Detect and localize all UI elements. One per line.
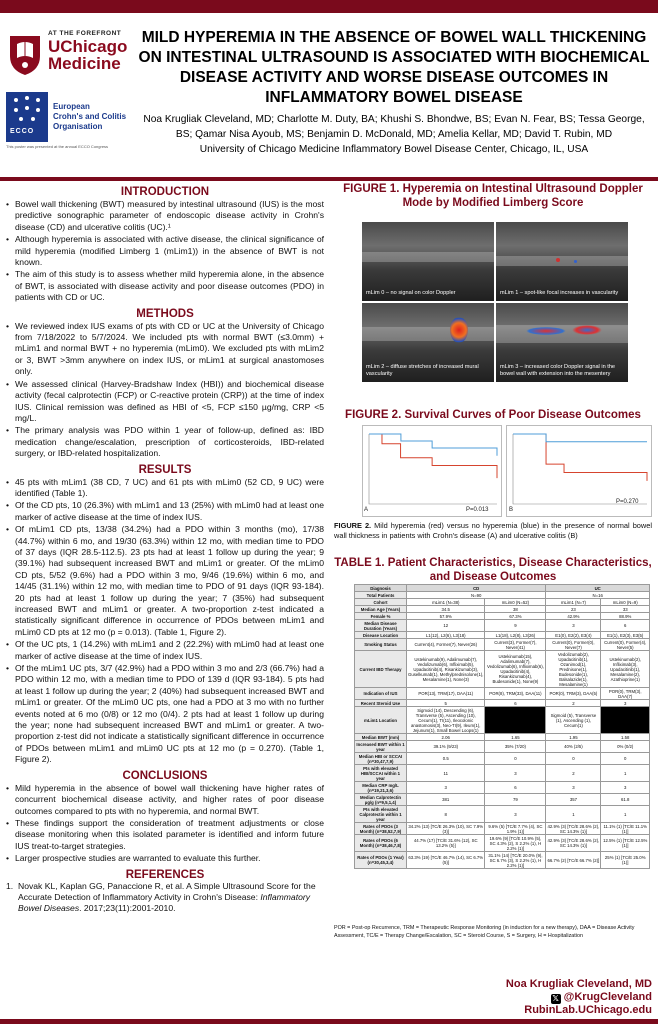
figure2-caption-text: Mild hyperemia (red) versus no hyperemia (blue) in the presence of normal bowel wall thickness in patients with Crohn's disease (A) and ulcerative colitis (B) xyxy=(334,521,653,540)
table-cell: Ustekinumab(2), Infliximab(3), Upadacitinib(1), Mesalamine(2), Azathioprine(1) xyxy=(601,651,650,688)
table-cell: 2 xyxy=(546,765,601,782)
table-cell: 12 xyxy=(407,620,485,632)
table-row-label: Median HBI or SCCAI (n=30,47,7,9) xyxy=(355,753,407,765)
introduction-heading: INTRODUCTION xyxy=(120,186,210,198)
series-line-mlim0 xyxy=(513,434,647,442)
table-cell: 0 xyxy=(601,753,650,765)
affiliation: University of Chicago Medicine Inflammatory Bowel Disease Center, Chicago, IL, USA xyxy=(199,144,589,155)
table-row xyxy=(355,852,650,869)
table-cell: Vedolizumab(2), Upadacitinib(1), Ozanimod(1), Prednisone(1), Budesonide(1), Balsalazide(1), Mesalamine(1) xyxy=(546,651,601,688)
table-row xyxy=(355,620,650,632)
survival-chart-a xyxy=(363,426,503,518)
ecco-logo xyxy=(6,92,134,152)
table1 xyxy=(354,584,650,869)
table-row xyxy=(355,599,650,606)
table-row-label: Indication of IUS xyxy=(355,688,407,700)
table-cell: 1 xyxy=(546,806,601,823)
ecco-name xyxy=(53,102,126,132)
table-row-label: Median Age (Years) xyxy=(355,606,407,613)
results-bullet: • Of mLim1 CD pts, 13/38 (34.2%) had a PDO within 3 months (mo), 17/38 (44.7%) within 6 mo, and 19/30 (63.3%) within 12 mo, with median time to PDO of 37 days (IQR 28.5-112.5). 23 pts had at least 1 follow up during the year; 9 (39.1%) had subsequent increased BWT and mLim1 or greater. Of the mLim0 CD pts, 5/52 (9.6%) had a PDO within 3 mo, 9/46 (19.6%) within 6 mo, and 14/45 (31.1%) within 12 mo, with median time to PDO of 91 days (IQR 93-184). 20 pts had at least 1 follow up during the year; 7 (35%) had subsequent increased BWT and mLim1 or greater. A two-proportion z-test indicated a statistically significant difference in occurrence of PDOs between mLim1 and mLim0 CD pts at 12 mo (p = 0.013). (Table 1, Figure 2). xyxy=(6,524,324,638)
conclusions-bullet: • These findings support the consideration of treatment adjustments or close disease monitoring when this isolated parameter is identified and inform future IUS treat-to-target strategies. xyxy=(6,818,324,852)
table-row-label: Increased BWT within 1 year xyxy=(356,741,405,752)
table-cell: 33 xyxy=(601,606,650,613)
table-cell: 3 xyxy=(546,782,601,794)
ecco-line1: European xyxy=(53,102,90,111)
results-bullet: • Of the UC pts, 1 (14.2%) with mLim1 and 2 (22.2%) with mLim0 had at least one marker of active disease at the time of index IUS. xyxy=(6,639,324,662)
table-cell: E1(0), E2(2), E3(4) xyxy=(546,632,601,639)
table-cell: mLim1 (N=7) xyxy=(546,599,601,606)
table-cell: POR(13), TRM(17), DAA(11) xyxy=(407,688,485,700)
table-cell: Current(0), Former(0), Never(7) xyxy=(546,639,601,651)
table-row-label: Disease Location xyxy=(355,632,407,639)
table-cell: 79 xyxy=(485,794,546,806)
table-cell: 1.95 xyxy=(546,734,601,741)
table-cell: 3 xyxy=(407,782,485,794)
ultrasound-panel-mlim1 xyxy=(496,222,628,301)
panel-caption: mLim 2 – diffuse stretches of increased mural vascularity xyxy=(366,364,479,377)
table-cell: 9.6% (5) [TC/E 7.7% (4), SC 1.9% (1)] xyxy=(485,823,546,835)
intro-bullet: • The aim of this study is to assess whether mild hyperemia alone, in the absence of BWT, is associated with disease activity and poor disease outcomes (PDO) in patients with CD or UC. xyxy=(6,269,324,303)
ecco-note: This poster was presented at the annual ECCO Congress xyxy=(6,144,109,149)
author-list: Noa Krugliak Cleveland, MD; Charlotte M. Duty, BA; Khushi S. Bhondwe, BS; Evan N. Fear, BS; Tessa George, BS; Qamar Nisa Ayoub, MS; Benjamin D. McDonald, MD; Amelia Kellar, MD; David T. Rubin, MD xyxy=(143,114,645,140)
x-logo-icon: 𝕏 xyxy=(552,994,559,1003)
ecco-line3: Organisation xyxy=(53,122,103,131)
table-row xyxy=(355,734,650,741)
table-cell: 1 xyxy=(601,765,650,782)
contact-twitter[interactable] xyxy=(450,991,652,1004)
table-cell: 1 xyxy=(601,806,650,823)
table-cell: 25% (1) [TC/E 25.0% (1)] xyxy=(601,852,650,869)
table-cell: 61.8 xyxy=(601,794,650,806)
figure1-heading: FIGURE 1. Hyperemia on Intestinal Ultrasound Doppler Mode by Modified Limberg Score xyxy=(343,183,643,209)
reference-number: 1. xyxy=(6,880,14,891)
table-cell: Sigmoid (5), Transverse (1), Ascending (1), Cecum(1) xyxy=(546,707,601,734)
results-heading: RESULTS xyxy=(138,463,192,476)
conclusions-heading: CONCLUSIONS xyxy=(122,769,208,782)
table-row xyxy=(355,741,650,753)
results-bullet: • 45 pts with mLim1 (38 CD, 7 UC) and 61 pts with mLim0 (52 CD, 9 UC) were identified (Table 1). xyxy=(6,477,324,500)
table-row-label: Median Calprotectin µg/g (n=9,5,1,4) xyxy=(355,794,407,806)
series-line-mlim1 xyxy=(369,434,497,478)
table-row xyxy=(355,700,650,707)
table-row-label: Recent Steroid Use xyxy=(355,700,407,707)
table-cell: Sigmoid (14), Descending (6), Transverse (5), Ascending (10), Cecum(1), TI(11), Ileocolonic anastomosis(3), Neo-TI(9), Ileum(1), Jejunum(1), Small Bowel Loops(1) xyxy=(407,707,485,734)
table-row-label: Female % xyxy=(355,613,407,620)
table-cell: 19.6% (9) [TC/E 10.9% (5), SC 4.3% (2), S 2.2% (1), H 2.2% (1)] xyxy=(485,835,546,852)
figure2-caption-label: FIGURE 2. xyxy=(334,521,372,530)
methods-bullet: • We reviewed index IUS exams of pts with CD or UC at the University of Chicago from 7/18/2022 to 5/7/2024. We included pts with normal BWT (≤3.0mm) + mLim1 and normal BWT + no hyperemia (mLim0). We excluded pts with mLim2 or 3, BWT >3mm anywhere on index IUS, or mLim1 at surgical anastomoses only. xyxy=(6,321,324,378)
table-cell: 66.7% (2) [TC/E 66.7% (2)] xyxy=(546,852,601,869)
table-cell: 44.7% (17) [TC/E 31.6% (12), SC 13.2% (5)] xyxy=(407,835,485,852)
table-cell: Current(3), Former(7), Never(41) xyxy=(485,639,546,651)
table-row xyxy=(355,753,650,765)
table-cell: 31.1% (14) [TC/E 20.0% (9), SC 6.7% (3), S 2.2% (1), H 2.2% (1)] xyxy=(485,852,546,869)
bottom-band xyxy=(0,1019,658,1024)
table-row xyxy=(355,835,650,852)
table-cell: 0 xyxy=(546,753,601,765)
uc-tagline: AT THE FOREFRONT xyxy=(48,30,122,37)
reference-item xyxy=(6,881,324,915)
methods-bullet: • The primary analysis was PDO within 1 year of follow-up, defined as: IBD medication change/escalation, prescription of corticosteroids, IBD-related surgery, or IBD-related hospitalization. xyxy=(6,425,324,459)
table-cell: 8 xyxy=(407,806,485,823)
table-cell: 1.65 xyxy=(485,734,546,741)
contact-website[interactable]: RubinLab.UChicago.edu xyxy=(524,1004,652,1016)
table-row-label: Total Patients xyxy=(355,592,407,599)
table-cell: 42.9% (3) [TC/E 28.6% (2), SC 14.3% (1)] xyxy=(547,823,600,834)
table-cell: 67.3% xyxy=(485,613,546,620)
table-cell: 0.5 xyxy=(407,753,485,765)
table-row-label: Rates of PDOs (3 Month) (n=38,52,7,9) xyxy=(355,823,407,835)
panel-caption: mLim 1 – spot-like focal increases in vascularity xyxy=(500,290,619,296)
table-cell: 6 xyxy=(485,700,546,707)
table-row-label: Pts with elevated Calprotectin within 1 year xyxy=(355,806,407,823)
table-row-label: Current IBD Therapy xyxy=(355,651,407,688)
table-row-label: Cohort xyxy=(355,599,407,606)
table-row-label: Median CRP mg/L (n=19,21,3,6) xyxy=(355,782,407,794)
table-cell: E1(1), E2(3), E3(5) xyxy=(601,632,650,639)
ecco-emblem xyxy=(6,92,48,142)
table-row xyxy=(355,707,650,734)
table-row xyxy=(355,613,650,620)
table-cell: Ustekinumab(9), Adalimumab(7), Vedolizumab(6), Infliximab(5), Upadacitinib(4), Risankizumab(3), Guselkumab(1), Methylprednisolone(1), Mesalamine(1), None(3) xyxy=(407,651,485,688)
table-cell: 2 xyxy=(546,700,601,707)
table-cell: 0 xyxy=(485,753,546,765)
table-row-label: Rates of PDOs (1 Year) (n=30,45,3,4) xyxy=(355,852,407,869)
uc-line1: UChicago xyxy=(48,37,128,56)
table-cell: 63.3% (19) [TC/E 46.7% (14), SC 6.7% (5)] xyxy=(407,852,485,869)
table-cell: 42.9% xyxy=(546,613,601,620)
series-line-mlim0 xyxy=(369,434,497,456)
table-cell: 34.5 xyxy=(407,606,485,613)
table-cell: POR(0), TRM(3), DAA(7) xyxy=(601,688,650,700)
table-cell: 40% (2/5) xyxy=(546,741,601,753)
references-heading: REFERENCES xyxy=(125,868,205,881)
table-header-cd: CD xyxy=(407,585,546,592)
table-cell: 6 xyxy=(601,620,650,632)
conclusions-bullet: • Mild hyperemia in the absence of bowel wall thickening have higher rates of concurrent biochemical disease activity, and higher rates of poor disease outcomes compared to pts with no hyperemia, and normal BWT. xyxy=(6,783,324,817)
table-row-label: Pts with elevated HBI/SCCAI within 1 year xyxy=(355,765,407,782)
panel-label-b: B xyxy=(509,507,514,513)
reference-text: Novak KL, Kaplan GG, Panaccione R, et al. A Simple Ultrasound Score for the Accurate Detection of Inflammatory Activity in Crohn's Disease: xyxy=(18,880,316,902)
uchicago-medicine-logo xyxy=(8,24,130,84)
table-row-label: Median BWT (mm) xyxy=(355,734,407,741)
table-row xyxy=(355,806,650,823)
table-row xyxy=(355,585,650,592)
table-cell: 0% (0/2) xyxy=(601,741,650,753)
table-cell: L1(18), L2(8), L3(26) xyxy=(485,632,546,639)
table-cell: 35% (7/20) xyxy=(485,741,546,753)
reference-journal: Inflammatory Bowel Diseases xyxy=(18,891,311,914)
table-cell: 3 xyxy=(546,620,601,632)
table-cell: N=90 xyxy=(407,592,546,599)
p-value-a: P=0.013 xyxy=(466,507,489,513)
ultrasound-panel-mlim3 xyxy=(496,303,628,382)
results-bullet: • Of the CD pts, 10 (26.3%) with mLim1 and 13 (25%) with mLim0 had at least one marker of active disease at the time of index IUS. xyxy=(6,500,324,523)
figure2-caption xyxy=(334,521,652,541)
author-block xyxy=(136,112,652,157)
table-cell xyxy=(601,707,650,734)
figure1-ultrasound-grid xyxy=(362,222,628,382)
table-cell: 42.9% (3) [TC/E 28.6% (2), SC 14.3% (1)] xyxy=(546,835,601,852)
table-cell: POR(0), TRM(3), DAA(5) xyxy=(546,688,601,700)
table-cell: 34.2% (13) [TC/E 26.3% (10), SC 7.9% (3)] xyxy=(408,823,484,834)
table-cell: 11 xyxy=(407,765,485,782)
methods-heading: METHODS xyxy=(136,307,194,320)
chart-axis xyxy=(513,434,647,504)
table-cell: 6 xyxy=(485,782,546,794)
panel-caption: mLim 0 – no signal on color Doppler xyxy=(366,290,456,296)
table-row xyxy=(355,823,650,835)
panel-caption: mLim 3 – increased color Doppler signal in the bowel wall with extension into the mesentery xyxy=(500,364,616,377)
table-cell: POR(8), TRM(33), DAA(11) xyxy=(485,688,546,700)
methods-bullet: • We assessed clinical (Harvey-Bradshaw Index (HBI)) and biochemical disease activity (fecal calprotectin (FCP) or C-reactive protein (CRP)) at the time of index IUS. Clinical remission was defined as HBI of <5, FCP ≤150 µg/mg, CRP <5 mg/L. xyxy=(6,379,324,425)
poster-title: MILD HYPEREMIA IN THE ABSENCE OF BOWEL WALL THICKENING ON INTESTINAL ULTRASOUND IS ASSOCIATED WITH BIOCHEMICAL DISEASE ACTIVITY AND WORSE DISEASE OUTCOMES IN INFLAMMATORY BOWEL DISEASE xyxy=(138,29,650,106)
table-cell: 38 xyxy=(485,606,546,613)
table-row xyxy=(355,592,650,599)
uc-wordmark xyxy=(48,38,127,72)
table-row xyxy=(355,606,650,613)
table-cell: mLim0 (N=9) xyxy=(601,599,650,606)
intro-bullet: • Bowel wall thickening (BWT) measured by intestinal ultrasound (IUS) is the most predictive sonographic parameter of endoscopic disease activity in Crohn's disease (CD) and ulcerative colitis (UC).¹ xyxy=(6,199,324,233)
table-row xyxy=(355,651,650,688)
table-cell: 2.06 xyxy=(407,734,485,741)
table-cell: 357 xyxy=(546,794,601,806)
table-cell: 5 xyxy=(407,700,485,707)
table-cell: 11.1% (1) [TC/E 11.1% (1)] xyxy=(601,823,650,835)
table-row xyxy=(355,632,650,639)
p-value-b: P=0.270 xyxy=(616,499,639,505)
table-cell: 88.9% xyxy=(601,613,650,620)
left-column xyxy=(6,182,324,915)
intro-bullet: • Although hyperemia is associated with active disease, the clinical significance of mild hyperemia (modified Limberg 1 (mLim1)) in the absence of BWT is not known. xyxy=(6,234,324,268)
table-cell: 57.9% xyxy=(407,613,485,620)
table-cell: 3 xyxy=(485,765,546,782)
table-row-label: Rates of PDOs (6 Month) (n=38,46,7,8) xyxy=(355,835,407,852)
figure2-survival-curves xyxy=(334,425,652,517)
table-row xyxy=(355,688,650,700)
table-cell: 3 xyxy=(485,806,546,823)
ecco-line2: Crohn's and Colitis xyxy=(53,112,127,121)
top-band xyxy=(0,0,658,13)
table-row-label: Median Disease Duration (Years) xyxy=(355,620,407,632)
table-row xyxy=(355,794,650,806)
table-cell: Current(4), Former(7), Never(26) xyxy=(407,639,485,651)
table-cell: mLim0 (N=52) xyxy=(485,599,546,606)
table1-heading: TABLE 1. Patient Characteristics, Disease Characteristics, and Disease Outcomes xyxy=(334,557,652,583)
series-line-mlim1 xyxy=(513,434,647,481)
table-cell: Current(0), Former(4), Never(5) xyxy=(601,639,650,651)
table-cell: 12.5% (1) [TC/E 12.5% (1)] xyxy=(601,835,650,852)
table-cell: N=16 xyxy=(546,592,650,599)
twitter-handle: @KrugCleveland xyxy=(563,991,652,1003)
uchicago-shield-icon xyxy=(8,34,42,76)
table-row xyxy=(355,765,650,782)
ecco-acronym: ECCO xyxy=(10,128,35,135)
table-header-diagnosis: Diagnosis xyxy=(355,585,407,592)
conclusions-bullet: • Larger prospective studies are warranted to evaluate this further. xyxy=(6,853,324,864)
table-cell: 23 xyxy=(546,606,601,613)
table-header-uc: UC xyxy=(546,585,650,592)
table-cell: mLim1 (N=38) xyxy=(407,599,485,606)
results-bullet: • Of the mLim1 UC pts, 3/7 (42.9%) had a PDO within 3 mo and 2/3 (66.7%) had a PDO within 12 mo, with a median time to PDO of 139 d (IQR 93-184). 5 pts had at least 1 follow up during the year; 2 (40%) had subsequent increased BWT and mLim1 or greater. Of the mLim0 UC pts, one had a PDO at 3 mo with no further events noted at 6 mo (0/8) or 12 mo (0/4). 2 pts had at least 1 follow up during the year; none had subsequent increased BWT and mLim1 or greater. A two-proportion z-test did not indicate a statistically significant difference in occurrence of PDOs between mLim1 and mLim0 UC pts at 12 mo (p = 0.270). (Table 1, Figure 2). xyxy=(6,663,324,766)
reference-tail: . 2017;23(11):2001-2010. xyxy=(79,903,176,914)
table-cell xyxy=(485,707,546,734)
table-cell: 3 xyxy=(601,782,650,794)
table-cell: 3 xyxy=(601,700,650,707)
uc-line2: Medicine xyxy=(48,54,121,73)
chart-axis xyxy=(369,434,497,504)
panel-label-a: A xyxy=(364,507,369,513)
table-row xyxy=(355,639,650,651)
table-cell: L1(12), L2(6), L3(18) xyxy=(407,632,485,639)
survival-panel-a xyxy=(362,425,502,517)
header-rule xyxy=(0,177,658,181)
table-cell: Ustekinumab(15), Adalimumab(7), Vedolizumab(6), Infliximab(6), Upadacitinib(4), Risankizumab(4), Budesonide(1), None(9) xyxy=(485,651,546,688)
contact-block xyxy=(450,978,652,1017)
table-row-label: Smoking Status xyxy=(355,639,407,651)
table-cell: 1.58 xyxy=(601,734,650,741)
table-cell: 381 xyxy=(407,794,485,806)
table-cell: 39.1% (9/23) xyxy=(407,741,485,753)
table-cell: 9 xyxy=(485,620,546,632)
ultrasound-panel-mlim0 xyxy=(362,222,494,301)
table1-footnote: POR = Post-op Recurrence, TRM = Therapeutic Response Monitoring (in induction for a new therapy), DAA = Disease Activity Assessment, TC/E = Therapy Change/Escalation, SC = Steroid Course, S = Surgery, H = Hospitalization xyxy=(334,925,635,939)
table-row-label: mLim1 Location xyxy=(355,707,407,734)
figure2-heading: FIGURE 2. Survival Curves of Poor Disease Outcomes xyxy=(345,409,641,421)
ecco-stars-icon xyxy=(6,92,48,126)
ultrasound-panel-mlim2 xyxy=(362,303,494,382)
table-row xyxy=(355,782,650,794)
right-column xyxy=(334,182,652,210)
contact-name: Noa Krugliak Cleveland, MD xyxy=(505,978,652,990)
